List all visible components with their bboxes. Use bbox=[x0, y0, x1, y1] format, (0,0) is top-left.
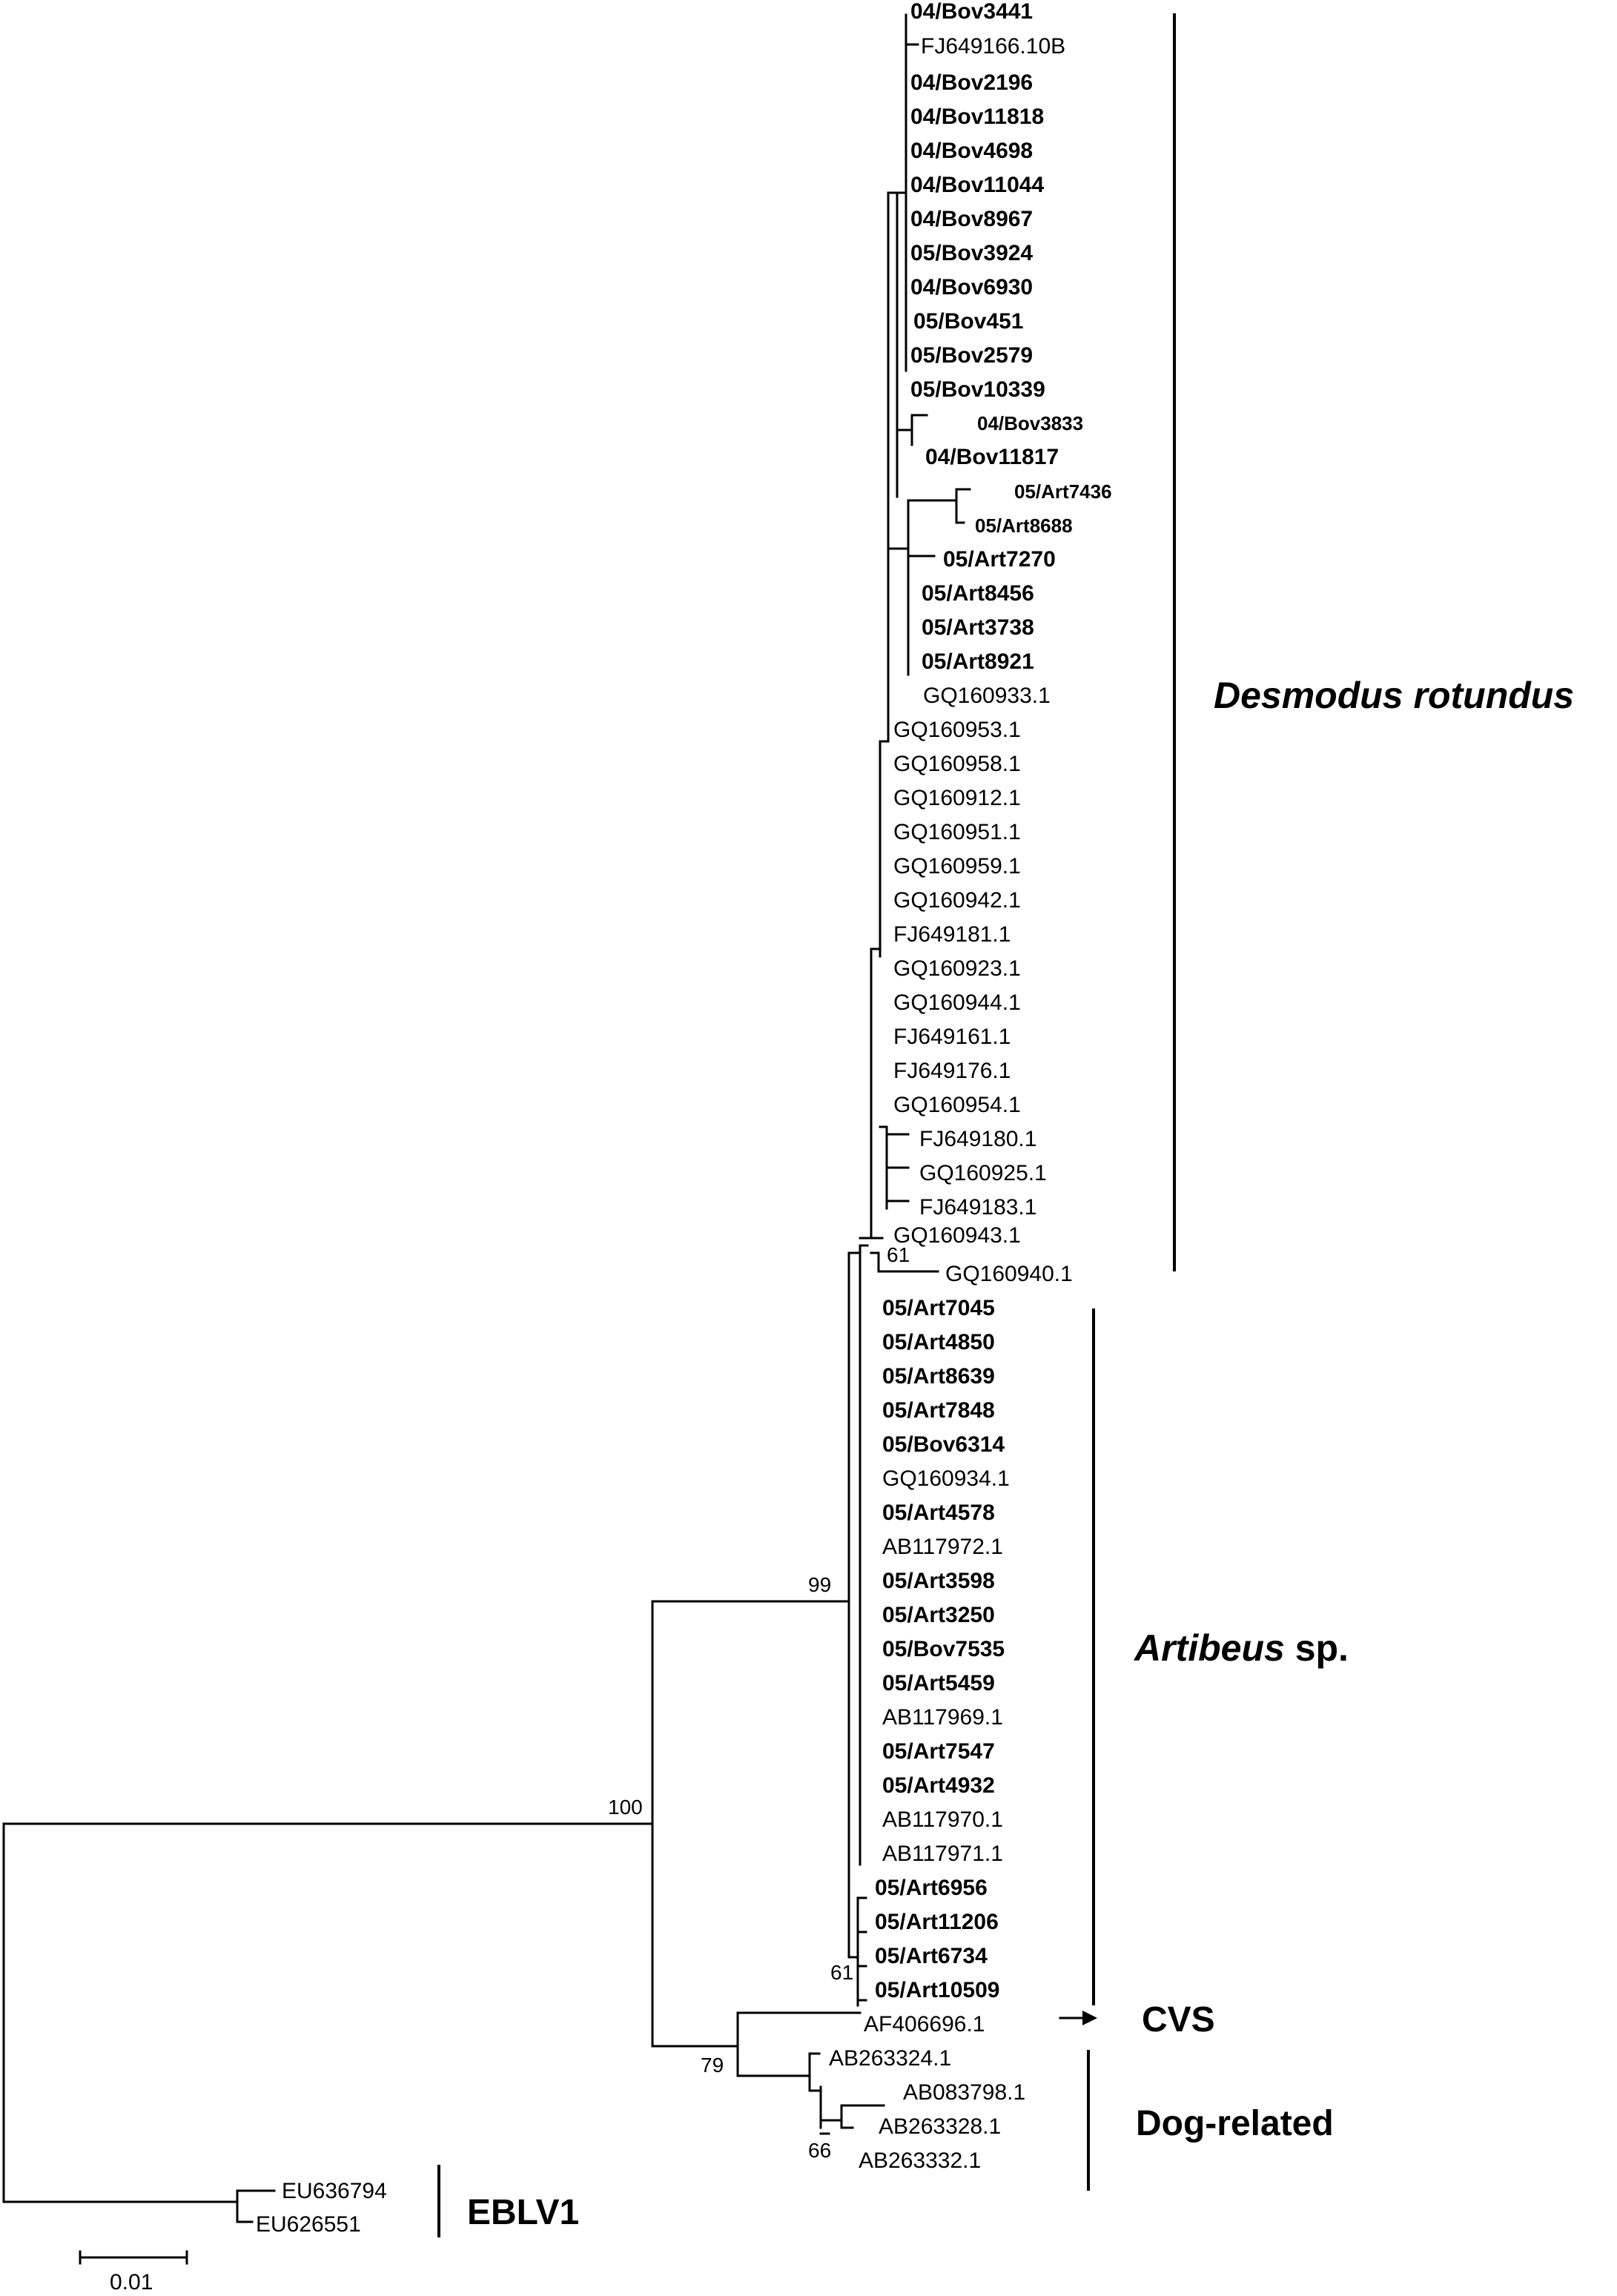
tip-label: AB263328.1 bbox=[879, 2114, 1002, 2139]
tip-label: 05/Art3598 bbox=[882, 1569, 995, 1593]
tip-label: AB117970.1 bbox=[882, 1807, 1003, 1832]
artibeus-inner-branch bbox=[849, 1898, 858, 2005]
tip-label: GQ160944.1 bbox=[893, 990, 1021, 1015]
tip-label: 04/Bov6930 bbox=[910, 275, 1034, 300]
tip-label: GQ160958.1 bbox=[893, 752, 1021, 776]
tip-label: AB117972.1 bbox=[882, 1535, 1003, 1559]
tip-label: GQ160942.1 bbox=[893, 888, 1021, 913]
tip-label: 05/Art6734 bbox=[875, 1944, 988, 1968]
tip-label: FJ649176.1 bbox=[893, 1059, 1011, 1083]
tip-label: 04/Bov3833 bbox=[977, 412, 1084, 434]
tip-label: 05/Art3738 bbox=[922, 615, 1034, 640]
bov3833-pair bbox=[897, 415, 927, 445]
tip-label: 05/Art11206 bbox=[875, 1910, 999, 1934]
tip-label: 05/Art7045 bbox=[882, 1296, 995, 1320]
tip-label: FJ649161.1 bbox=[893, 1025, 1011, 1049]
tip-label: 04/Bov11044 bbox=[910, 173, 1045, 197]
tip-label: FJ649181.1 bbox=[893, 922, 1011, 947]
tip-label: AF406696.1 bbox=[864, 2012, 985, 2037]
tip-label: 05/Art8639 bbox=[882, 1364, 995, 1389]
bootstrap-66: 66 bbox=[808, 2139, 832, 2162]
root-branch bbox=[4, 1824, 652, 2202]
tip-label: 04/Bov8967 bbox=[910, 207, 1034, 231]
tip-label: 05/Art6956 bbox=[875, 1876, 988, 1900]
tip-label: AB117971.1 bbox=[882, 1842, 1003, 1866]
tip-label: GQ160933.1 bbox=[923, 684, 1051, 708]
artibeus-tips bbox=[858, 1898, 866, 2000]
tip-label: 05/Bov451 bbox=[913, 309, 1024, 334]
scale-bar-line bbox=[80, 2252, 187, 2263]
tip-label: GQ160951.1 bbox=[893, 820, 1021, 844]
tip-label: EU636794 bbox=[282, 2179, 387, 2203]
tip-label: 05/Art4932 bbox=[882, 1773, 995, 1798]
tip-label: 05/Art10509 bbox=[875, 1978, 1000, 2002]
bootstrap-99: 99 bbox=[808, 1573, 832, 1596]
tip-label: GQ160923.1 bbox=[893, 956, 1021, 981]
tip-label: 05/Art4850 bbox=[882, 1330, 995, 1354]
tip-label: FJ649183.1 bbox=[919, 1195, 1037, 1220]
tip-label: AB263332.1 bbox=[859, 2148, 982, 2173]
tip-label: 05/Art7848 bbox=[882, 1398, 995, 1423]
tip-label: 05/Art4578 bbox=[882, 1501, 995, 1525]
tip-label: GQ160925.1 bbox=[919, 1161, 1047, 1185]
bootstrap-79: 79 bbox=[701, 2054, 724, 2077]
tip-label: 05/Art5459 bbox=[882, 1671, 995, 1695]
desmodus-clade-label: Desmodus rotundus bbox=[1214, 675, 1575, 716]
artibeus-genus: Artibeus bbox=[1134, 1627, 1285, 1669]
tip-label: GQ160953.1 bbox=[893, 718, 1021, 742]
artibeus-clade-label bbox=[1133, 1627, 1349, 1669]
dog-clade-label: Dog-related bbox=[1136, 2104, 1334, 2143]
tip-label: 04/Bov2196 bbox=[910, 70, 1034, 95]
tip-label: AB083798.1 bbox=[903, 2080, 1026, 2105]
eblv1-clade-label: EBLV1 bbox=[467, 2193, 580, 2232]
bootstrap-61-desmodus: 61 bbox=[887, 1243, 910, 1266]
tip-labels bbox=[256, 0, 1112, 2237]
scale-bar bbox=[80, 2252, 187, 2295]
cvs-arrow-icon bbox=[1082, 2011, 1097, 2025]
tip-label: GQ160943.1 bbox=[893, 1223, 1021, 1248]
desmodus-upper bbox=[888, 193, 897, 741]
tip-label: AB263324.1 bbox=[829, 2046, 952, 2071]
tip-label: 04/Bov4698 bbox=[910, 139, 1034, 163]
bootstrap-61-artibeus: 61 bbox=[830, 1961, 854, 1984]
tip-label: GQ160954.1 bbox=[893, 1093, 1021, 1117]
bat-comb bbox=[860, 1238, 871, 1865]
tip-label: AB117969.1 bbox=[882, 1705, 1003, 1730]
tip-label: 05/Bov3924 bbox=[910, 241, 1034, 265]
tip-label: 04/Bov11818 bbox=[910, 105, 1045, 129]
tip-label: GQ160912.1 bbox=[893, 786, 1021, 810]
tip-label: 05/Art7270 bbox=[943, 547, 1056, 572]
tip-label: 05/Bov2579 bbox=[910, 343, 1034, 368]
scale-bar-label: 0.01 bbox=[110, 2270, 153, 2295]
tree-branches bbox=[4, 15, 970, 2222]
tip-label: EU626551 bbox=[256, 2212, 361, 2237]
tip-label: 05/Art8688 bbox=[975, 515, 1073, 537]
tip-label: 05/Art8921 bbox=[922, 649, 1034, 674]
tip-label: 05/Art7547 bbox=[882, 1739, 995, 1764]
tip-label: 05/Bov6314 bbox=[882, 1432, 1005, 1457]
tip-label: 05/Bov10339 bbox=[910, 377, 1045, 402]
artibeus-suffix: sp. bbox=[1284, 1627, 1349, 1669]
tip-label: FJ649180.1 bbox=[919, 1127, 1037, 1151]
bootstrap-100: 100 bbox=[608, 1796, 643, 1819]
cvs-clade-label: CVS bbox=[1142, 2000, 1215, 2039]
tip-label: FJ649166.10B bbox=[921, 34, 1066, 59]
tip-label: 04/Bov11817 bbox=[925, 445, 1059, 469]
tip-label: 05/Art3250 bbox=[882, 1603, 995, 1627]
tip-label: GQ160940.1 bbox=[945, 1262, 1073, 1286]
tip-label: 05/Art7436 bbox=[1014, 480, 1112, 503]
bat-clade-branch bbox=[849, 1253, 860, 1957]
tip-label: 04/Bov3441 bbox=[910, 0, 1034, 24]
tip-label: GQ160934.1 bbox=[882, 1466, 1010, 1491]
ingroup-branch bbox=[652, 1601, 849, 2046]
tip-label: 05/Art8456 bbox=[922, 581, 1034, 606]
tip-label: 05/Bov7535 bbox=[882, 1637, 1005, 1661]
tip-label: GQ160959.1 bbox=[893, 854, 1021, 879]
